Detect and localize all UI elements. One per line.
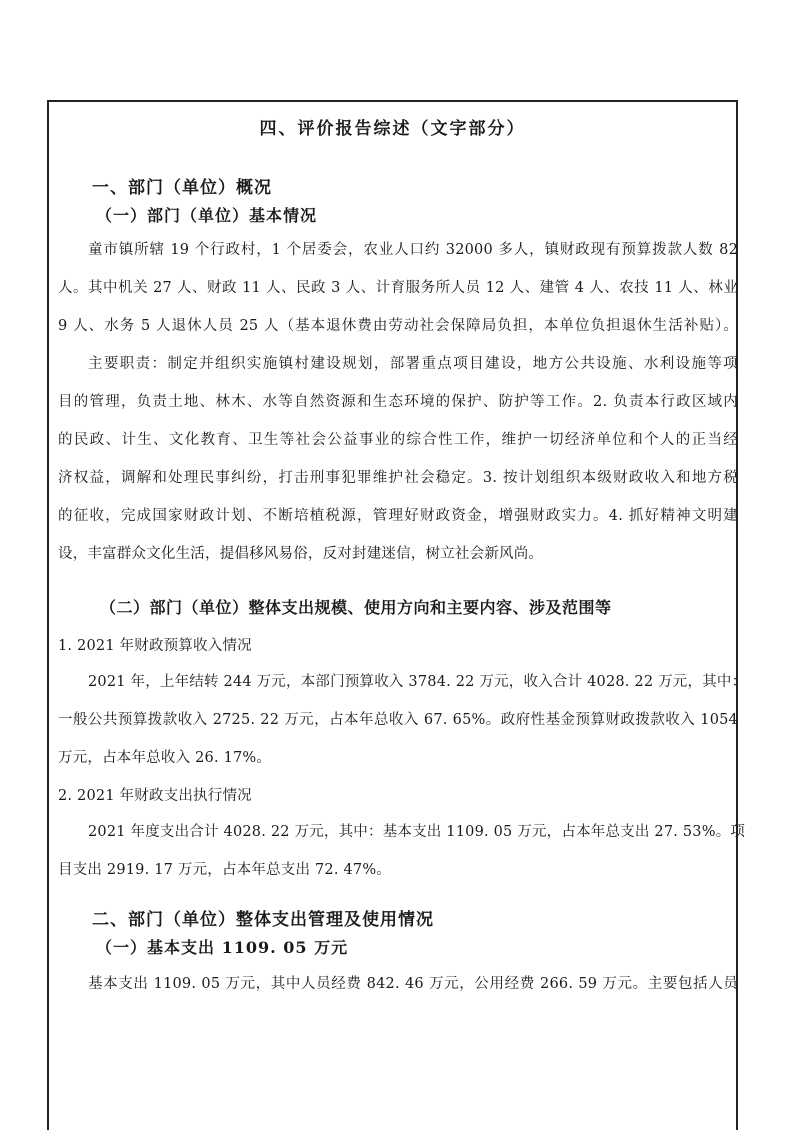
item1-line-2: 一般公共预算拨款收入 2725. 22 万元，占本年总收入 67. 65%。政府性基金预算财政拨款收入 1054 xyxy=(58,712,738,728)
item2-line-1: 2021 年度支出合计 4028. 22 万元，其中：基本支出 1109. 05 万元，占本年总支出 27. 53%。项 xyxy=(88,824,746,840)
para2-line-4: 济权益，调解和处理民事纠纷，打击刑事犯罪维护社会稳定。3. 按计划组织本级财政收入和地方税 xyxy=(58,470,738,486)
section2-sub1-heading: （一）基本支出 1109. 05 万元 xyxy=(96,938,349,957)
para1-line-2: 人。其中机关 27 人、财政 11 人、民政 3 人、计育服务所人员 12 人、建管 4 人、农技 11 人、林业 xyxy=(58,280,738,296)
para2-line-5: 的征收，完成国家财政计划、不断培植税源，管理好财政资金，增强财政实力。4. 抓好精神文明建 xyxy=(58,508,738,524)
para2-line-6: 设，丰富群众文化生活，提倡移风易俗，反对封建迷信，树立社会新风尚。 xyxy=(58,546,544,562)
section1-sub2-heading: （二）部门（单位）整体支出规模、使用方向和主要内容、涉及范围等 xyxy=(100,598,612,617)
section2-heading: 二、部门（单位）整体支出管理及使用情况 xyxy=(92,910,434,930)
item1-title: 1. 2021 年财政预算收入情况 xyxy=(58,638,252,654)
item1-line-3: 万元，占本年总收入 26. 17%。 xyxy=(58,750,272,766)
para1-line-1: 童市镇所辖 19 个行政村，1 个居委会，农业人口约 32000 多人，镇财政现有预算拨款人数 82 xyxy=(88,242,738,258)
section2-para-line-1: 基本支出 1109. 05 万元，其中人员经费 842. 46 万元，公用经费 266. 59 万元。主要包括人员 xyxy=(88,976,738,992)
para2-line-2: 目的管理，负责土地、林木、水等自然资源和生态环境的保护、防护等工作。2. 负责本行政区域内 xyxy=(58,394,738,410)
section1-sub1-heading: （一）部门（单位）基本情况 xyxy=(96,206,318,225)
para1-line-3: 9 人、水务 5 人退休人员 25 人（基本退休费由劳动社会保障局负担，本单位负担退休生活补贴）。 xyxy=(58,318,738,334)
section1-heading: 一、部门（单位）概况 xyxy=(92,178,272,198)
item2-title: 2. 2021 年财政支出执行情况 xyxy=(58,788,252,804)
item2-line-2: 目支出 2919. 17 万元，占本年总支出 72. 47%。 xyxy=(58,862,391,878)
page-title: 四、评价报告综述（文字部分） xyxy=(259,119,526,139)
item1-line-1: 2021 年，上年结转 244 万元，本部门预算收入 3784. 22 万元，收入合计 4028. 22 万元，其中： xyxy=(88,674,747,690)
para2-line-3: 的民政、计生、文化教育、卫生等社会公益事业的综合性工作，维护一切经济单位和个人的正当经 xyxy=(58,432,738,448)
para2-line-1: 主要职责：制定并组织实施镇村建设规划，部署重点项目建设，地方公共设施、水利设施等项 xyxy=(88,356,738,372)
